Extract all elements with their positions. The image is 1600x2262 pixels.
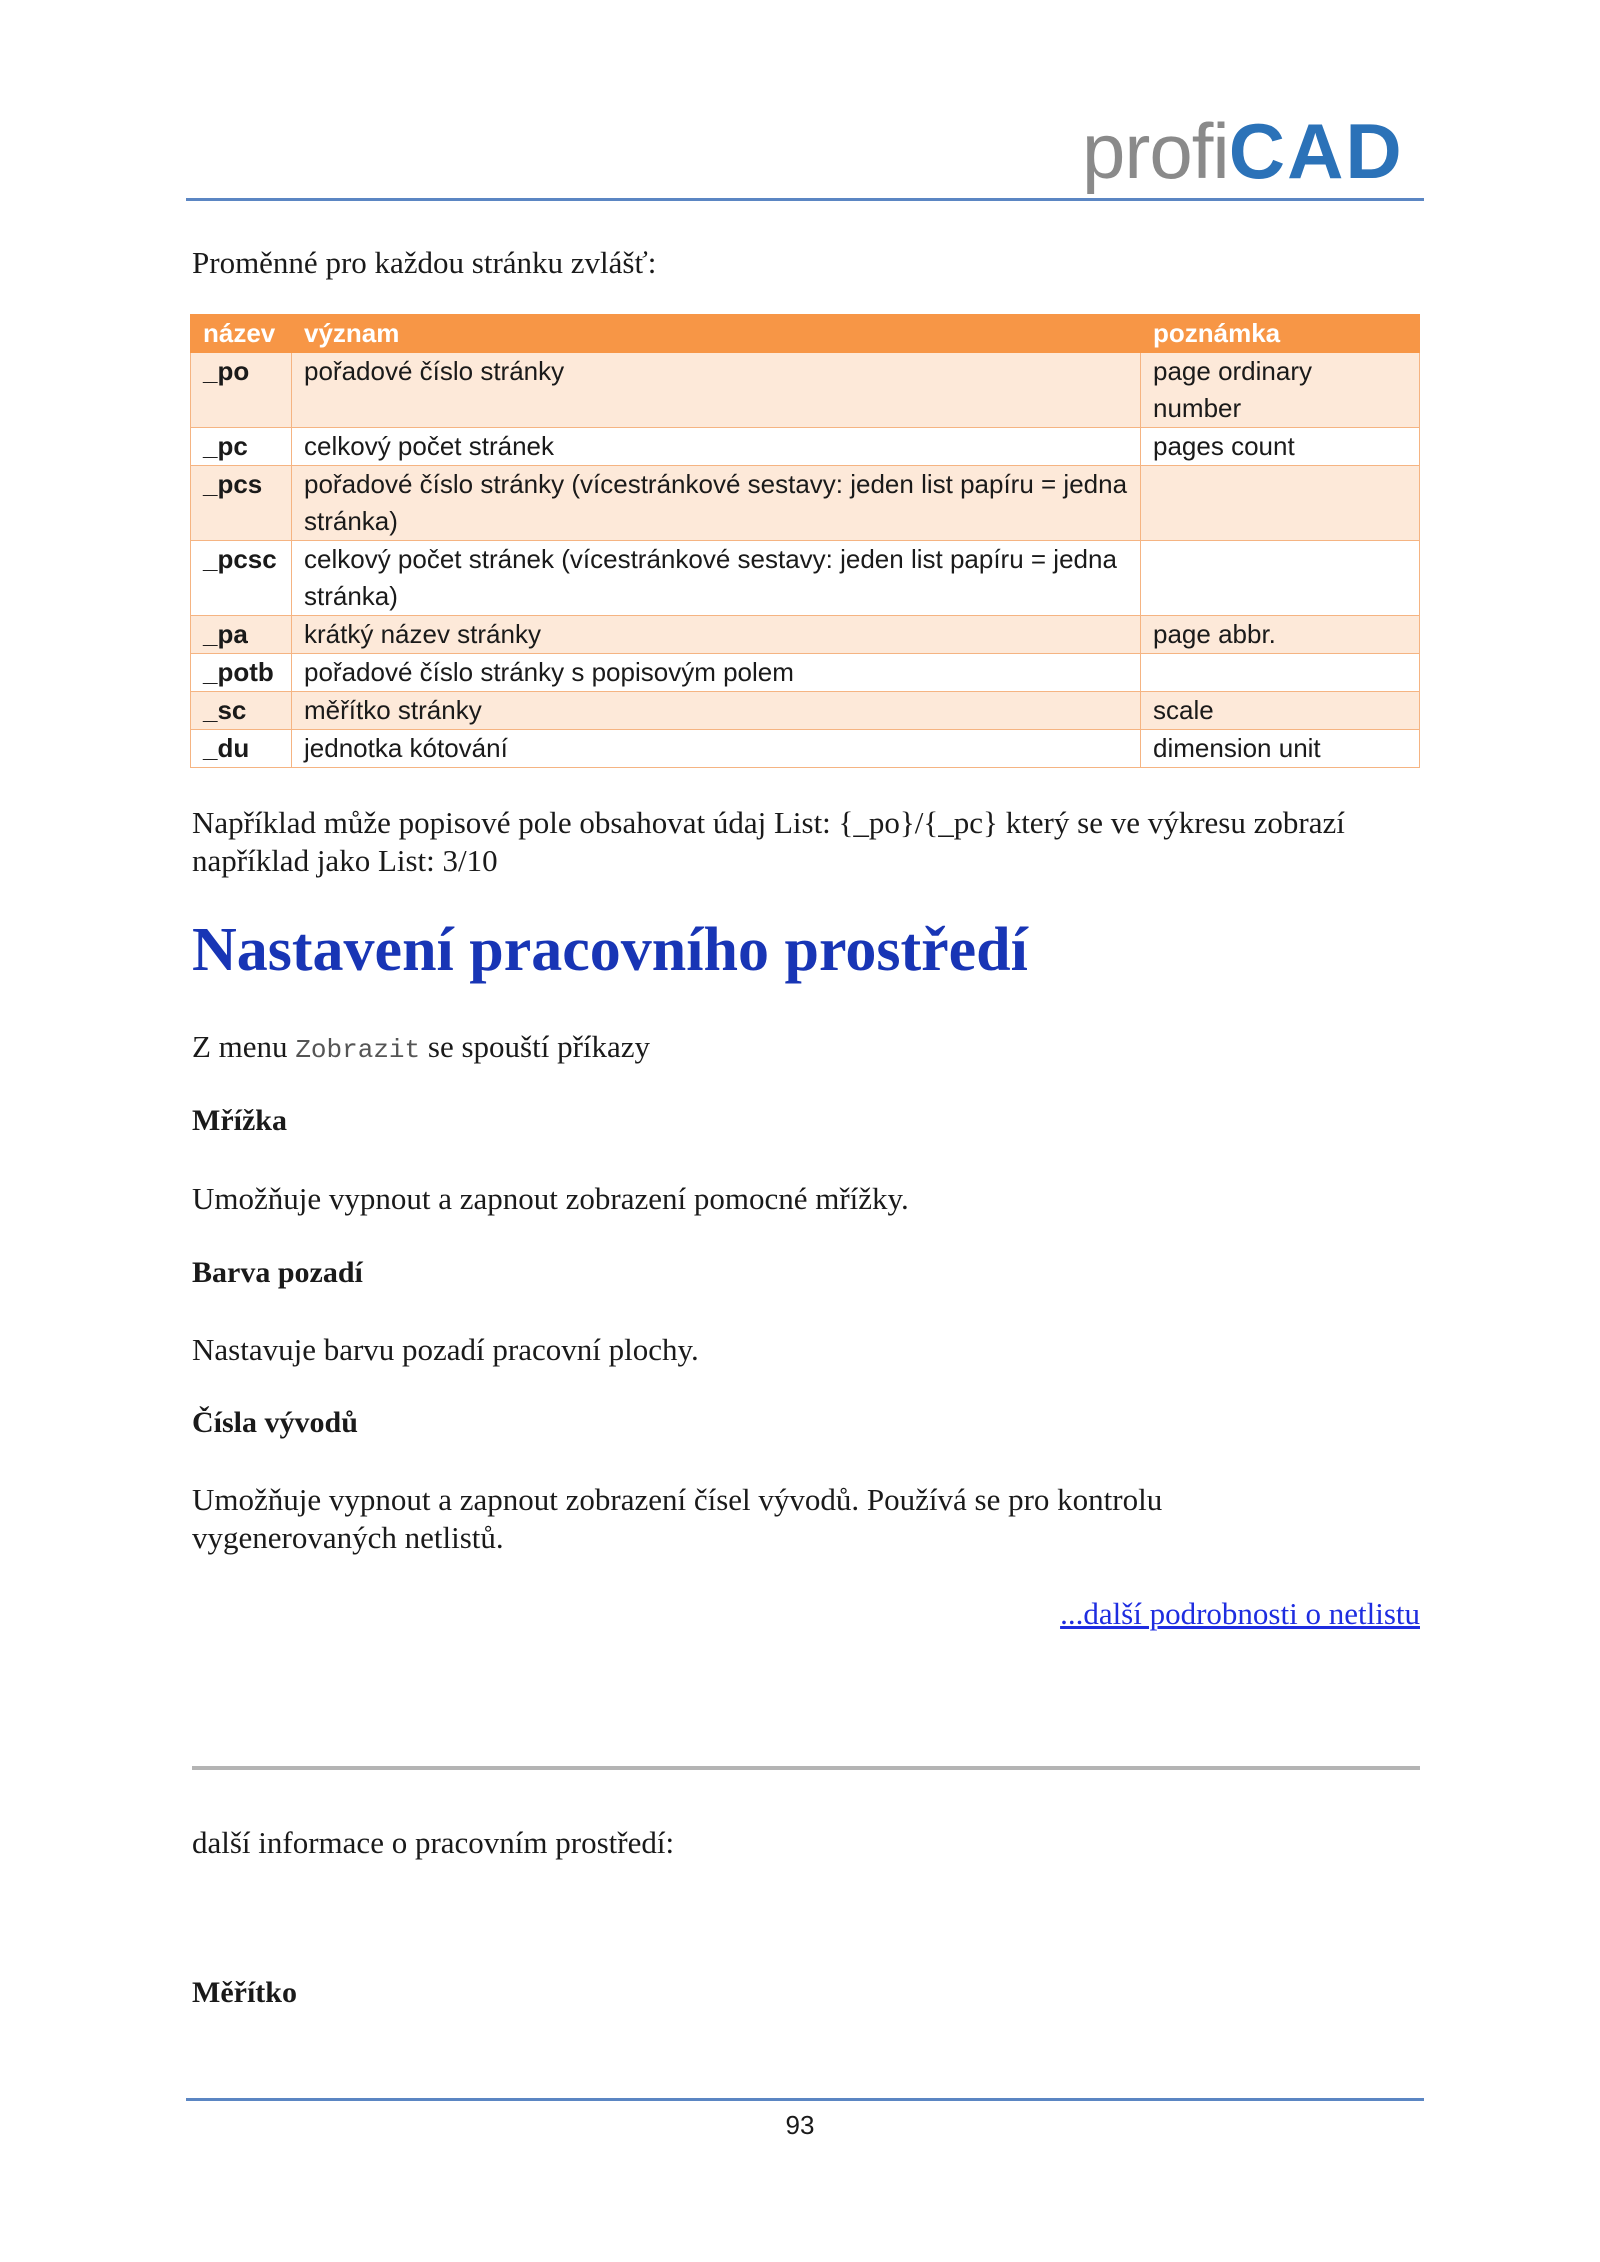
example-text: Například může popisové pole obsahovat údaj List: {_po}/{_pc} který se ve výkresu zobrazí například jako List: 3/10 — [192, 805, 1345, 878]
cell-note — [1141, 466, 1420, 541]
cell-note: page ordinary number — [1141, 353, 1420, 428]
background-color-title: Barva pozadí — [192, 1256, 363, 1289]
cell-meaning: pořadové číslo stránky (vícestránkové sestavy: jeden list papíru = jedna stránka) — [292, 466, 1141, 541]
cell-meaning: krátký název stránky — [292, 616, 1141, 654]
table-row — [191, 654, 1420, 692]
cell-note: pages count — [1141, 428, 1420, 466]
logo-text-cad: CAD — [1228, 107, 1404, 195]
cell-name: _potb — [191, 654, 292, 692]
header-meaning: význam — [292, 315, 1141, 353]
cell-meaning: jednotka kótování — [292, 730, 1141, 768]
proficad-logo — [1082, 100, 1404, 195]
scale-title: Měřítko — [192, 1976, 297, 2009]
cell-meaning: pořadové číslo stránky s popisovým polem — [292, 654, 1141, 692]
table-row — [191, 616, 1420, 654]
table-row — [191, 353, 1420, 428]
cell-note — [1141, 541, 1420, 616]
cell-name: _po — [191, 353, 292, 428]
background-color-text: Nastavuje barvu pozadí pracovní plochy. — [192, 1332, 699, 1367]
table-row — [191, 466, 1420, 541]
cell-note — [1141, 654, 1420, 692]
header-rule — [186, 198, 1424, 201]
cell-meaning: celkový počet stránek — [292, 428, 1141, 466]
menu-name-zobrazit: Zobrazit — [295, 1035, 421, 1065]
menu-intro — [192, 1028, 650, 1069]
header-note: poznámka — [1141, 315, 1420, 353]
cell-meaning: měřítko stránky — [292, 692, 1141, 730]
cell-meaning: celkový počet stránek (vícestránkové sestavy: jeden list papíru = jedna stránka) — [292, 541, 1141, 616]
cell-note: dimension unit — [1141, 730, 1420, 768]
table-header-row — [191, 315, 1420, 353]
cell-name: _du — [191, 730, 292, 768]
logo-text-profi: profi — [1082, 107, 1229, 195]
pin-numbers-text: Umožňuje vypnout a zapnout zobrazení čísel vývodů. Používá se pro kontrolu vygenerovaných netlistů. — [192, 1482, 1163, 1555]
table-row — [191, 730, 1420, 768]
cell-name: _sc — [191, 692, 292, 730]
cell-name: _pcsc — [191, 541, 292, 616]
cell-name: _pcs — [191, 466, 292, 541]
intro-text: Proměnné pro každou stránku zvlášť: — [192, 245, 657, 280]
more-info-text: další informace o pracovním prostředí: — [192, 1825, 675, 1860]
netlist-details-link[interactable]: ...další podrobnosti o netlistu — [1060, 1596, 1420, 1631]
section-heading: Nastavení pracovního prostředí — [192, 916, 1028, 984]
page-number: 93 — [785, 2110, 815, 2140]
grid-text: Umožňuje vypnout a zapnout zobrazení pomocné mřížky. — [192, 1181, 909, 1216]
page-variables-table — [190, 314, 1420, 768]
header-name: název — [191, 315, 292, 353]
table-row — [191, 541, 1420, 616]
grid-title: Mřížka — [192, 1104, 287, 1137]
cell-name: _pa — [191, 616, 292, 654]
footer-rule — [186, 2098, 1424, 2101]
cell-meaning: pořadové číslo stránky — [292, 353, 1141, 428]
menu-prefix: Z menu — [192, 1029, 288, 1064]
pin-numbers-title: Čísla vývodů — [192, 1406, 358, 1439]
cell-name: _pc — [191, 428, 292, 466]
section-divider — [192, 1766, 1420, 1770]
cell-note: page abbr. — [1141, 616, 1420, 654]
table-row — [191, 428, 1420, 466]
menu-suffix: se spouští příkazy — [427, 1029, 651, 1064]
table-row — [191, 692, 1420, 730]
cell-note: scale — [1141, 692, 1420, 730]
